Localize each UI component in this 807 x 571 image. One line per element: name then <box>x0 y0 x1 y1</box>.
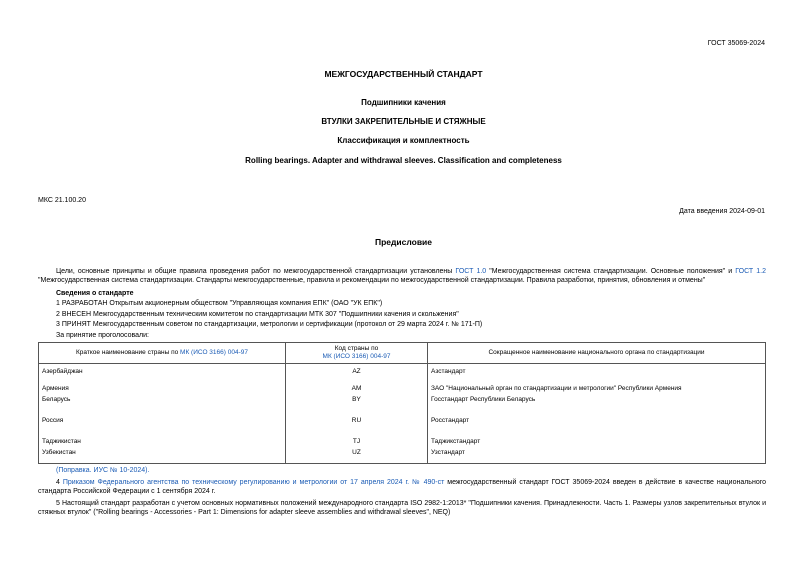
p1-text-a: Цели, основные принципы и общие правила проведения работ по межгосударственной стандартизации установлены <box>56 268 456 275</box>
table-row <box>39 396 766 407</box>
standard-type-heading: МЕЖГОСУДАРСТВЕННЫЙ СТАНДАРТ <box>324 69 483 79</box>
code-cell: TJ <box>286 434 428 449</box>
item-5-paragraph: 5 Настоящий стандарт разработан с учетом основных нормативных положений международного стандарта ISO 2982-1:2013* "Подшипники качения. Принадлежности. Часть 1. Размеры узлов закрепительных втулок и стяжных втулок" ("Rolling bearings - Accessories - Part 1: Dimensions for adapter sleeve assemblies and withdrawal sleeves", NEQ) <box>38 500 766 516</box>
code-cell: AM <box>286 385 428 396</box>
gost-1-0-link[interactable]: ГОСТ 1.0 <box>455 268 487 275</box>
country-cell: Узбекистан <box>39 449 286 464</box>
p1-text-b: "Межгосударственная система стандартизации. Основные положения" и <box>486 268 736 275</box>
header-body: Сокращенное наименование национального органа по стандартизации <box>428 343 766 364</box>
header-code <box>286 343 428 364</box>
foreword-paragraph <box>38 268 766 286</box>
info-item-1: 1 РАЗРАБОТАН Открытым акционерным обществом "Управляющая компания ЕПК" (ОАО "УК ЕПК") <box>56 300 383 307</box>
country-cell: Таджикистан <box>39 434 286 449</box>
introduction-date: Дата введения 2024-09-01 <box>679 208 765 215</box>
table-row <box>39 413 766 428</box>
body-cell: Таджикстандарт <box>431 438 481 446</box>
header-code-link[interactable]: МК (ИСО 3166) 004-97 <box>322 353 391 361</box>
item-4-paragraph <box>38 479 766 497</box>
body-cell: ЗАО "Национальный орган по стандартизации и метрологии" Республики Армения <box>431 385 682 393</box>
country-cell: Россия <box>39 413 286 428</box>
title-line-3: Классификация и комплектность <box>337 136 470 145</box>
english-title: Rolling bearings. Adapter and withdrawal sleeves. Classification and completeness <box>245 156 562 165</box>
foreword-heading: Предисловие <box>374 237 433 247</box>
item-4-text: межгосударственный стандарт ГОСТ 35069-2024 введен в действие в качестве национального стандарта Российской Федерации с 1 сентября 2024 г. <box>38 479 767 495</box>
info-item-2: 2 ВНЕСЕН Межгосударственным техническим комитетом по стандартизации МТК 307 "Подшипники качения и скольжения" <box>56 311 459 318</box>
body-cell: Госстандарт Республики Беларусь <box>431 396 536 404</box>
item-4-number: 4 <box>56 479 63 486</box>
title-line-1: Подшипники качения <box>361 98 446 107</box>
code-cell: UZ <box>286 449 428 464</box>
body-cell: Росстандарт <box>431 417 470 425</box>
voted-label: За принятие проголосовали: <box>56 332 149 339</box>
order-link[interactable]: Приказом Федерального агентства по техническому регулированию и метрологии от 17 апреля 2024 г. № 490-ст <box>62 479 445 486</box>
code-cell: BY <box>286 396 428 407</box>
title-line-2: ВТУЛКИ ЗАКРЕПИТЕЛЬНЫЕ И СТЯЖНЫЕ <box>321 117 486 126</box>
countries-table <box>38 342 766 464</box>
mks-code: МКС 21.100.20 <box>38 197 86 204</box>
header-country-text: Краткое наименование страны по <box>76 349 181 357</box>
header-code-text: Код страны по <box>334 345 379 352</box>
info-item-3: 3 ПРИНЯТ Межгосударственным советом по стандартизации, метрологии и сертификации (протокол от 29 марта 2024 г. № 171-П) <box>56 321 483 328</box>
table-row <box>39 449 766 464</box>
p1-text-c: "Межгосударственная система стандартизации. Стандарты межгосударственные, правила и рекомендации по межгосударственной стандартизации. Правила разработки, принятия, обновления и отмены" <box>38 276 706 284</box>
amendment-link[interactable]: (Поправка. ИУС № 10-2024). <box>56 467 150 474</box>
country-cell: Беларусь <box>39 396 286 407</box>
body-cell: Азстандарт <box>431 368 466 376</box>
country-cell: Азербайджан <box>39 364 286 380</box>
gost-1-2-link[interactable]: ГОСТ 1.2 <box>735 268 766 275</box>
code-cell: RU <box>286 413 428 428</box>
info-heading: Сведения о стандарте <box>56 290 134 297</box>
body-cell: Узстандарт <box>431 449 465 457</box>
document-code: ГОСТ 35069-2024 <box>707 40 765 47</box>
country-cell: Армения <box>39 385 286 396</box>
code-cell: AZ <box>286 364 428 380</box>
table-row <box>39 385 766 396</box>
header-country <box>39 343 286 364</box>
header-country-link[interactable]: МК (ИСО 3166) 004-97 <box>180 349 248 357</box>
table-row <box>39 364 766 380</box>
table-row <box>39 434 766 449</box>
